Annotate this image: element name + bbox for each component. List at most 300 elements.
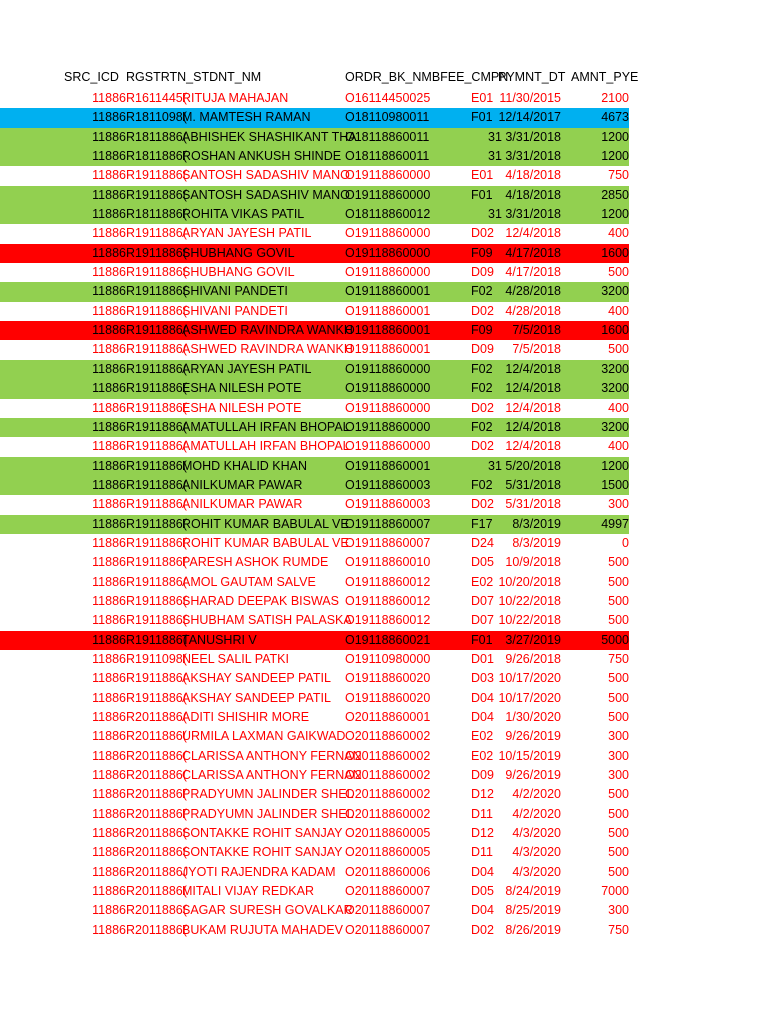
cell-order-book-number: O19118860012 bbox=[345, 574, 431, 589]
cell-payment-date: 1/30/2020 bbox=[505, 710, 561, 724]
cell-payment-date: 5/31/2018 bbox=[505, 477, 561, 492]
cell-fee-component: D09 bbox=[471, 342, 494, 357]
cell-src-icd: 11886 bbox=[92, 361, 126, 376]
cell-order-book-number: O19118860001 bbox=[345, 458, 431, 473]
cell-registration: R1911886( bbox=[126, 419, 187, 434]
cell-payment-date: 10/22/2018 bbox=[498, 613, 561, 628]
cell-amount-payable: 500 bbox=[608, 555, 629, 570]
cell-payment-date: 4/28/2018 bbox=[505, 303, 561, 318]
cell-order-book-number: O20118860002 bbox=[345, 768, 431, 783]
cell-src-icd: 11886 bbox=[92, 613, 126, 628]
cell-registration: R2011886( bbox=[126, 903, 187, 918]
cell-fee-component: E02 bbox=[471, 574, 494, 589]
cell-registration: R1811886( bbox=[126, 129, 187, 144]
cell-order-book-number: O20118860005 bbox=[345, 826, 431, 841]
cell-student-name: MOHD KHALID KHAN bbox=[182, 458, 308, 473]
cell-payment-date: 5/31/2018 bbox=[505, 497, 561, 512]
cell-payment-date: 10/9/2018 bbox=[505, 555, 561, 570]
cell-payment-date: 8/3/2019 bbox=[512, 516, 561, 531]
cell-amount-payable: 400 bbox=[608, 400, 629, 415]
cell-registration: R1911886( bbox=[126, 323, 187, 338]
cell-student-name: ARYAN JAYESH PATIL bbox=[182, 226, 312, 241]
cell-src-icd: 11886 bbox=[92, 187, 126, 202]
cell-registration: R1911886( bbox=[126, 477, 187, 492]
cell-student-name: URMILA LAXMAN GAIKWAD bbox=[182, 729, 346, 744]
cell-student-name: ASHWED RAVINDRA WANKH bbox=[182, 323, 353, 338]
cell-fee-component: F02 bbox=[471, 419, 493, 434]
cell-registration: R1911886( bbox=[126, 245, 187, 260]
cell-student-name: AKSHAY SANDEEP PATIL bbox=[182, 671, 331, 686]
cell-payment-date: 4/3/2020 bbox=[512, 826, 561, 841]
cell-student-name: SONTAKKE ROHIT SANJAY bbox=[182, 845, 343, 860]
cell-payment-date: 11/30/2015 bbox=[499, 91, 561, 105]
cell-student-name: AKSHAY SANDEEP PATIL bbox=[182, 690, 331, 705]
cell-order-book-number: O19118860010 bbox=[345, 555, 431, 570]
cell-student-name: ESHA NILESH POTE bbox=[182, 381, 302, 396]
cell-student-name: SHIVANI PANDETI bbox=[182, 303, 288, 318]
cell-student-name: SHUBHANG GOVIL bbox=[182, 245, 295, 260]
cell-registration: R1611445( bbox=[126, 91, 187, 105]
cell-registration: R1811886( bbox=[126, 149, 187, 164]
cell-registration: R1911886( bbox=[126, 497, 187, 512]
cell-src-icd: 11886 bbox=[92, 245, 126, 260]
cell-fee-component: D07 bbox=[471, 593, 494, 608]
cell-payment-date: 10/17/2020 bbox=[498, 671, 561, 686]
cell-registration: R1911098( bbox=[126, 651, 187, 666]
cell-src-icd: 11886 bbox=[92, 690, 126, 705]
cell-order-book-number: O19118860001 bbox=[345, 303, 431, 318]
cell-payment-date: 12/14/2017 bbox=[498, 110, 561, 125]
cell-registration: R1911886( bbox=[126, 284, 187, 299]
cell-fee-component: D01 bbox=[471, 651, 494, 666]
cell-payment-date: 9/26/2019 bbox=[505, 729, 561, 744]
cell-fee-component: D04 bbox=[471, 864, 494, 879]
header-row bbox=[0, 68, 768, 88]
cell-order-book-number: O20118860002 bbox=[345, 748, 431, 763]
cell-student-name: ROSHAN ANKUSH SHINDE bbox=[182, 149, 342, 164]
cell-fee-component: D12 bbox=[471, 826, 494, 841]
cell-fee-component: F09 bbox=[471, 245, 493, 260]
cell-order-book-number: O20118860007 bbox=[345, 884, 431, 899]
cell-payment-date: 9/26/2019 bbox=[505, 768, 561, 783]
cell-amount-payable: 500 bbox=[608, 342, 629, 357]
cell-student-name: SHARAD DEEPAK BISWAS bbox=[182, 593, 339, 608]
cell-fee-component: F01 bbox=[471, 632, 493, 647]
cell-order-book-number: O18118860011 bbox=[345, 129, 430, 144]
cell-student-name: M. MAMTESH RAMAN bbox=[182, 110, 311, 125]
cell-payment-date: 8/3/2019 bbox=[512, 535, 561, 550]
cell-fee-component: F02 bbox=[471, 361, 493, 376]
cell-amount-payable: 400 bbox=[608, 226, 629, 241]
cell-registration: R1911886( bbox=[126, 265, 187, 280]
cell-src-icd: 11886 bbox=[92, 574, 126, 589]
cell-payment-date: 12/4/2018 bbox=[505, 439, 561, 454]
cell-payment-date: 3/27/2019 bbox=[505, 632, 561, 647]
cell-order-book-number: O16114450025 bbox=[345, 91, 431, 105]
cell-src-icd: 11886 bbox=[92, 497, 126, 512]
cell-registration: R1911886( bbox=[126, 381, 187, 396]
cell-amount-payable: 300 bbox=[608, 497, 629, 512]
cell-order-book-number: O19118860020 bbox=[345, 690, 431, 705]
cell-student-name: SAGAR SURESH GOVALKAR bbox=[182, 903, 353, 918]
cell-amount-payable: 500 bbox=[608, 265, 629, 280]
cell-fee-component: D09 bbox=[471, 768, 494, 783]
cell-registration: R1911886( bbox=[126, 671, 187, 686]
cell-payment-date: 12/4/2018 bbox=[505, 226, 561, 241]
cell-registration: R2011886( bbox=[126, 748, 187, 763]
cell-fee-component: D02 bbox=[471, 303, 494, 318]
cell-fee-component: E02 bbox=[471, 729, 494, 744]
cell-src-icd: 11886 bbox=[92, 845, 126, 860]
cell-payment-date: 31 5/20/2018 bbox=[488, 458, 561, 473]
cell-amount-payable: 500 bbox=[608, 710, 629, 724]
cell-amount-payable: 3200 bbox=[601, 381, 629, 396]
cell-student-name: ANILKUMAR PAWAR bbox=[182, 497, 303, 512]
cell-fee-component: D02 bbox=[471, 439, 494, 454]
cell-payment-date: 31 3/31/2018 bbox=[488, 149, 561, 164]
cell-fee-component: D04 bbox=[471, 903, 494, 918]
cell-student-name: CLARISSA ANTHONY FERNAN bbox=[182, 748, 362, 763]
cell-student-name: PRADYUMN JALINDER SHEL bbox=[182, 806, 354, 821]
cell-registration: R2011886( bbox=[126, 806, 187, 821]
cell-order-book-number: O20118860002 bbox=[345, 806, 431, 821]
cell-src-icd: 11886 bbox=[92, 768, 126, 783]
cell-src-icd: 11886 bbox=[92, 593, 126, 608]
cell-src-icd: 11886 bbox=[92, 168, 126, 183]
cell-amount-payable: 300 bbox=[608, 768, 629, 783]
header-amnt-pye: AMNT_PYE bbox=[571, 70, 639, 84]
cell-src-icd: 11886 bbox=[92, 864, 126, 879]
cell-amount-payable: 300 bbox=[608, 729, 629, 744]
cell-order-book-number: O19118860001 bbox=[345, 284, 431, 299]
header-src-icd: SRC_ICD bbox=[64, 70, 119, 84]
cell-order-book-number: O19118860007 bbox=[345, 535, 431, 550]
cell-amount-payable: 500 bbox=[608, 613, 629, 628]
cell-amount-payable: 3200 bbox=[601, 361, 629, 376]
cell-order-book-number: O19118860003 bbox=[345, 477, 431, 492]
cell-payment-date: 4/17/2018 bbox=[505, 265, 561, 280]
cell-src-icd: 11886 bbox=[92, 787, 126, 802]
cell-payment-date: 10/15/2019 bbox=[498, 748, 561, 763]
cell-amount-payable: 500 bbox=[608, 864, 629, 879]
cell-registration: R1911886( bbox=[126, 168, 187, 183]
cell-amount-payable: 500 bbox=[608, 671, 629, 686]
cell-amount-payable: 5000 bbox=[601, 632, 629, 647]
cell-src-icd: 11886 bbox=[92, 400, 126, 415]
cell-src-icd: 11886 bbox=[92, 419, 126, 434]
cell-order-book-number: O19118860000 bbox=[345, 361, 431, 376]
cell-amount-payable: 1200 bbox=[601, 129, 629, 144]
cell-registration: R1911886( bbox=[126, 574, 187, 589]
cell-payment-date: 9/26/2018 bbox=[505, 651, 561, 666]
cell-amount-payable: 500 bbox=[608, 826, 629, 841]
cell-payment-date: 4/3/2020 bbox=[512, 864, 561, 879]
cell-payment-date: 8/24/2019 bbox=[505, 884, 561, 899]
cell-registration: R1911886( bbox=[126, 593, 187, 608]
cell-src-icd: 11886 bbox=[92, 458, 126, 473]
cell-amount-payable: 1600 bbox=[601, 323, 629, 338]
cell-fee-component: E02 bbox=[471, 748, 494, 763]
cell-src-icd: 11886 bbox=[92, 439, 126, 454]
cell-payment-date: 10/17/2020 bbox=[498, 690, 561, 705]
cell-registration: R2011886( bbox=[126, 884, 187, 899]
cell-order-book-number: O20118860001 bbox=[345, 710, 431, 724]
cell-fee-component: D07 bbox=[471, 613, 494, 628]
cell-order-book-number: O18110980011 bbox=[345, 110, 430, 125]
cell-order-book-number: O19118860000 bbox=[345, 419, 431, 434]
cell-registration: R1911886( bbox=[126, 632, 187, 647]
cell-registration: R2011886( bbox=[126, 845, 187, 860]
cell-src-icd: 11886 bbox=[92, 806, 126, 821]
cell-amount-payable: 500 bbox=[608, 574, 629, 589]
cell-amount-payable: 3200 bbox=[601, 419, 629, 434]
cell-src-icd: 11886 bbox=[92, 710, 126, 724]
cell-registration: R1911886( bbox=[126, 613, 187, 628]
cell-amount-payable: 0 bbox=[622, 535, 629, 550]
cell-order-book-number: O19118860000 bbox=[345, 187, 431, 202]
cell-registration: R2011886( bbox=[126, 768, 187, 783]
cell-student-name: PRADYUMN JALINDER SHEL bbox=[182, 787, 354, 802]
cell-src-icd: 11886 bbox=[92, 129, 126, 144]
cell-payment-date: 4/17/2018 bbox=[505, 245, 561, 260]
cell-student-name: SANTOSH SADASHIV MANO bbox=[182, 168, 350, 183]
cell-student-name: AMOL GAUTAM SALVE bbox=[182, 574, 316, 589]
cell-order-book-number: O19118860000 bbox=[345, 245, 431, 260]
cell-amount-payable: 300 bbox=[608, 748, 629, 763]
cell-amount-payable: 2850 bbox=[601, 187, 629, 202]
cell-payment-date: 4/2/2020 bbox=[512, 806, 561, 821]
cell-registration: R1911886( bbox=[126, 342, 187, 357]
cell-amount-payable: 500 bbox=[608, 845, 629, 860]
cell-order-book-number: O20118860005 bbox=[345, 845, 431, 860]
cell-registration: R1811886( bbox=[126, 207, 187, 222]
cell-registration: R2011886( bbox=[126, 729, 187, 744]
cell-src-icd: 11886 bbox=[92, 632, 126, 647]
cell-src-icd: 11886 bbox=[92, 651, 126, 666]
cell-src-icd: 11886 bbox=[92, 535, 126, 550]
cell-amount-payable: 500 bbox=[608, 690, 629, 705]
cell-src-icd: 11886 bbox=[92, 284, 126, 299]
cell-src-icd: 11886 bbox=[92, 748, 126, 763]
cell-fee-component: D05 bbox=[471, 555, 494, 570]
cell-registration: R2011886( bbox=[126, 710, 187, 724]
cell-payment-date: 31 3/31/2018 bbox=[488, 207, 561, 222]
cell-order-book-number: O20118860007 bbox=[345, 922, 431, 937]
cell-src-icd: 11886 bbox=[92, 207, 126, 222]
cell-student-name: RITUJA MAHAJAN bbox=[182, 91, 289, 105]
cell-fee-component: D12 bbox=[471, 787, 494, 802]
cell-amount-payable: 750 bbox=[608, 922, 629, 937]
cell-student-name: BUKAM RUJUTA MAHADEV bbox=[182, 922, 343, 937]
cell-order-book-number: O19118860012 bbox=[345, 613, 431, 628]
header-ordr-bk-nmb-fee-cmpn: ORDR_BK_NMBFEE_CMPN bbox=[345, 70, 509, 84]
cell-payment-date: 10/22/2018 bbox=[498, 593, 561, 608]
cell-amount-payable: 2100 bbox=[601, 91, 629, 105]
cell-payment-date: 7/5/2018 bbox=[512, 342, 561, 357]
cell-payment-date: 8/25/2019 bbox=[505, 903, 561, 918]
cell-student-name: NEEL SALIL PATKI bbox=[182, 651, 289, 666]
cell-student-name: SANTOSH SADASHIV MANO bbox=[182, 187, 350, 202]
cell-order-book-number: O19118860000 bbox=[345, 226, 431, 241]
cell-order-book-number: O18118860011 bbox=[345, 149, 430, 164]
cell-registration: R1911886( bbox=[126, 187, 187, 202]
cell-amount-payable: 7000 bbox=[601, 884, 629, 899]
cell-amount-payable: 500 bbox=[608, 806, 629, 821]
cell-student-name: CLARISSA ANTHONY FERNAN bbox=[182, 768, 362, 783]
cell-registration: R1911886( bbox=[126, 439, 187, 454]
cell-registration: R1911886( bbox=[126, 303, 187, 318]
cell-payment-date: 8/26/2019 bbox=[505, 922, 561, 937]
cell-src-icd: 11886 bbox=[92, 303, 126, 318]
cell-amount-payable: 1200 bbox=[601, 458, 629, 473]
cell-amount-payable: 400 bbox=[608, 439, 629, 454]
cell-amount-payable: 750 bbox=[608, 651, 629, 666]
cell-student-name: ESHA NILESH POTE bbox=[182, 400, 302, 415]
cell-fee-component: D09 bbox=[471, 265, 494, 280]
cell-student-name: AMATULLAH IRFAN BHOPAL bbox=[182, 439, 350, 454]
cell-student-name: ROHIT KUMAR BABULAL VE bbox=[182, 516, 349, 531]
cell-registration: R1811098( bbox=[126, 110, 187, 125]
cell-order-book-number: O20118860006 bbox=[345, 864, 431, 879]
cell-fee-component: D05 bbox=[471, 884, 494, 899]
cell-order-book-number: O20118860002 bbox=[345, 729, 431, 744]
cell-registration: R1911886( bbox=[126, 361, 187, 376]
cell-amount-payable: 1600 bbox=[601, 245, 629, 260]
cell-amount-payable: 400 bbox=[608, 303, 629, 318]
cell-student-name: ROHITA VIKAS PATIL bbox=[182, 207, 305, 222]
cell-student-name: ADITI SHISHIR MORE bbox=[182, 710, 310, 724]
cell-registration: R1911886( bbox=[126, 516, 187, 531]
cell-order-book-number: O19118860001 bbox=[345, 323, 431, 338]
cell-fee-component: D02 bbox=[471, 400, 494, 415]
cell-student-name: ABHISHEK SHASHIKANT THA bbox=[182, 129, 357, 144]
cell-student-name: MITALI VIJAY REDKAR bbox=[182, 884, 314, 899]
cell-src-icd: 11886 bbox=[92, 729, 126, 744]
header-rgstrtn-stdnt-nm: RGSTRTN_STDNT_NM bbox=[126, 70, 262, 84]
cell-order-book-number: O19118860003 bbox=[345, 497, 431, 512]
cell-fee-component: D02 bbox=[471, 497, 494, 512]
cell-student-name: SHUBHANG GOVIL bbox=[182, 265, 295, 280]
cell-registration: R1911886( bbox=[126, 226, 187, 241]
cell-payment-date: 10/20/2018 bbox=[498, 574, 561, 589]
cell-amount-payable: 1200 bbox=[601, 149, 629, 164]
cell-src-icd: 11886 bbox=[92, 671, 126, 686]
cell-payment-date: 4/18/2018 bbox=[505, 187, 561, 202]
cell-payment-date: 4/18/2018 bbox=[505, 168, 561, 183]
cell-payment-date: 4/28/2018 bbox=[505, 284, 561, 299]
cell-fee-component: D04 bbox=[471, 710, 494, 724]
cell-student-name: TANUSHRI V bbox=[182, 632, 257, 647]
cell-order-book-number: O19118860020 bbox=[345, 671, 431, 686]
blank-area bbox=[629, 89, 768, 939]
cell-student-name: PARESH ASHOK RUMDE bbox=[182, 555, 329, 570]
cell-amount-payable: 1500 bbox=[601, 477, 629, 492]
cell-fee-component: D02 bbox=[471, 922, 494, 937]
cell-src-icd: 11886 bbox=[92, 342, 126, 357]
cell-amount-payable: 4997 bbox=[601, 516, 629, 531]
cell-payment-date: 12/4/2018 bbox=[505, 381, 561, 396]
cell-student-name: SHIVANI PANDETI bbox=[182, 284, 288, 299]
cell-payment-date: 12/4/2018 bbox=[505, 400, 561, 415]
cell-student-name: SHUBHAM SATISH PALASKA bbox=[182, 613, 352, 628]
cell-student-name: ARYAN JAYESH PATIL bbox=[182, 361, 312, 376]
cell-order-book-number: O19118860007 bbox=[345, 516, 431, 531]
cell-src-icd: 11886 bbox=[92, 555, 126, 570]
cell-order-book-number: O19118860021 bbox=[345, 632, 431, 647]
cell-fee-component: D11 bbox=[471, 845, 494, 860]
cell-fee-component: D02 bbox=[471, 226, 494, 241]
cell-src-icd: 11886 bbox=[92, 149, 126, 164]
cell-amount-payable: 3200 bbox=[601, 284, 629, 299]
cell-src-icd: 11886 bbox=[92, 516, 126, 531]
cell-order-book-number: O19118860000 bbox=[345, 381, 431, 396]
cell-fee-component: D24 bbox=[471, 535, 494, 550]
cell-src-icd: 11886 bbox=[92, 323, 126, 338]
cell-student-name: ANILKUMAR PAWAR bbox=[182, 477, 303, 492]
cell-src-icd: 11886 bbox=[92, 477, 126, 492]
header-pymnt-dt: PYMNT_DT bbox=[498, 70, 566, 84]
cell-fee-component: D11 bbox=[471, 806, 494, 821]
cell-payment-date: 12/4/2018 bbox=[505, 419, 561, 434]
cell-fee-component: E01 bbox=[471, 91, 494, 105]
cell-registration: R1911886( bbox=[126, 535, 187, 550]
cell-src-icd: 11886 bbox=[92, 922, 126, 937]
cell-payment-date: 4/3/2020 bbox=[512, 845, 561, 860]
cell-registration: R2011886( bbox=[126, 826, 187, 841]
cell-order-book-number: O18118860012 bbox=[345, 207, 431, 222]
cell-src-icd: 11886 bbox=[92, 903, 126, 918]
cell-registration: R1911886( bbox=[126, 400, 187, 415]
cell-fee-component: F01 bbox=[471, 110, 493, 125]
cell-amount-payable: 4673 bbox=[601, 110, 629, 125]
cell-order-book-number: O19118860012 bbox=[345, 593, 431, 608]
cell-order-book-number: O19118860000 bbox=[345, 400, 431, 415]
cell-payment-date: 7/5/2018 bbox=[512, 323, 561, 338]
cell-student-name: SONTAKKE ROHIT SANJAY bbox=[182, 826, 343, 841]
cell-order-book-number: O19118860000 bbox=[345, 168, 431, 183]
cell-order-book-number: O20118860007 bbox=[345, 903, 431, 918]
cell-order-book-number: O19118860001 bbox=[345, 342, 431, 357]
cell-amount-payable: 500 bbox=[608, 787, 629, 802]
cell-fee-component: F09 bbox=[471, 323, 493, 338]
cell-src-icd: 11886 bbox=[92, 381, 126, 396]
cell-fee-component: F02 bbox=[471, 381, 493, 396]
cell-src-icd: 11886 bbox=[92, 110, 126, 125]
cell-registration: R1911886( bbox=[126, 458, 187, 473]
cell-fee-component: F02 bbox=[471, 477, 493, 492]
cell-payment-date: 12/4/2018 bbox=[505, 361, 561, 376]
cell-registration: R2011886( bbox=[126, 787, 187, 802]
cell-fee-component: F02 bbox=[471, 284, 493, 299]
cell-amount-payable: 750 bbox=[608, 168, 629, 183]
cell-src-icd: 11886 bbox=[92, 265, 126, 280]
cell-src-icd: 11886 bbox=[92, 884, 126, 899]
cell-student-name: ROHIT KUMAR BABULAL VE bbox=[182, 535, 349, 550]
cell-registration: R2011886( bbox=[126, 864, 187, 879]
cell-amount-payable: 1200 bbox=[601, 207, 629, 222]
cell-student-name: ASHWED RAVINDRA WANKH bbox=[182, 342, 353, 357]
cell-fee-component: D04 bbox=[471, 690, 494, 705]
cell-fee-component: E01 bbox=[471, 168, 494, 183]
cell-payment-date: 31 3/31/2018 bbox=[488, 129, 561, 144]
cell-order-book-number: O19110980000 bbox=[345, 651, 431, 666]
cell-payment-date: 4/2/2020 bbox=[512, 787, 561, 802]
cell-amount-payable: 300 bbox=[608, 903, 629, 918]
cell-order-book-number: O19118860000 bbox=[345, 439, 431, 454]
cell-registration: R1911886( bbox=[126, 555, 187, 570]
cell-registration: R2011886( bbox=[126, 922, 187, 937]
cell-student-name: AMATULLAH IRFAN BHOPAL bbox=[182, 419, 350, 434]
